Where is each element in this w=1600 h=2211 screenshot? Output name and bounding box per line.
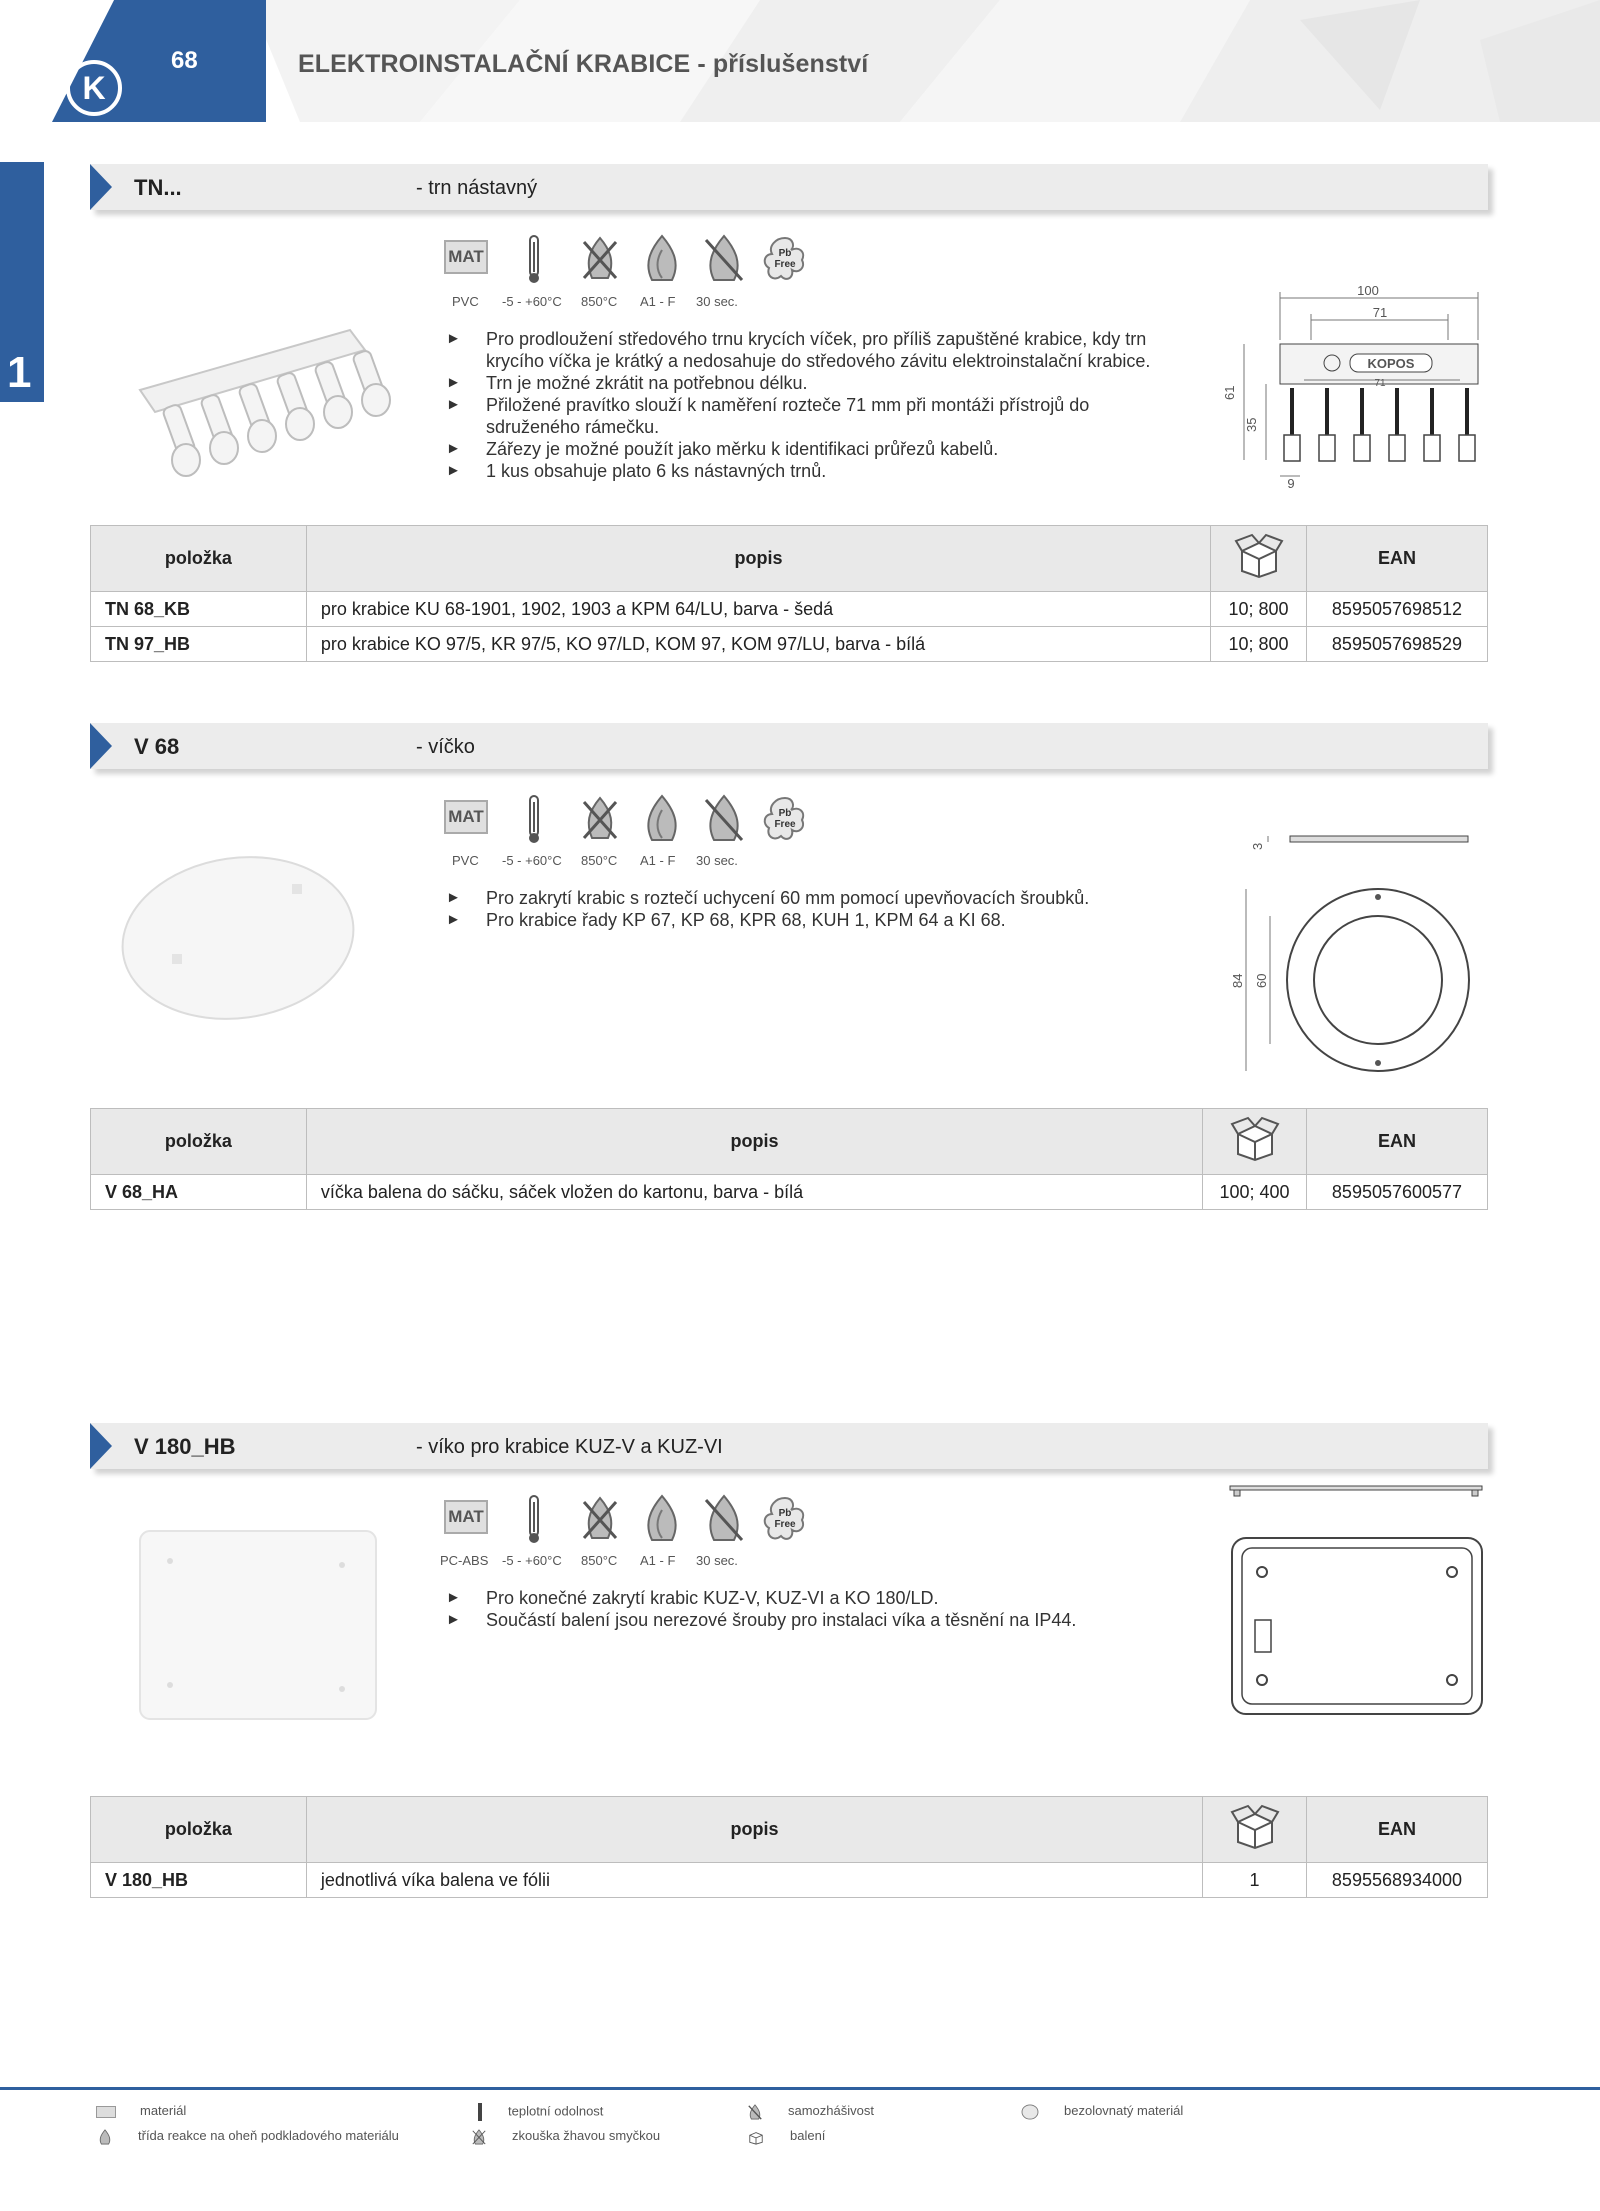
product-photo-tn bbox=[100, 320, 430, 490]
fire-class-icon bbox=[640, 1494, 684, 1544]
technical-drawing-v68 bbox=[1220, 830, 1490, 1080]
product-desc: - víko pro krabice KUZ-V a KUZ-VI bbox=[416, 1436, 723, 1458]
glow-wire-icon bbox=[578, 794, 622, 844]
legend-pb-free: bezolovnatý materiál bbox=[1020, 2103, 1183, 2120]
svg-text:Free: Free bbox=[774, 819, 796, 830]
pb-free-icon bbox=[1020, 2104, 1040, 2120]
svg-text:Pb: Pb bbox=[778, 248, 792, 259]
technical-drawing-v180 bbox=[1220, 1480, 1490, 1740]
pb-free-icon bbox=[760, 1494, 810, 1544]
col-item: položka bbox=[91, 526, 307, 592]
svg-text:3: 3 bbox=[1250, 842, 1265, 850]
table-header-row: položka popis EAN bbox=[91, 1109, 1488, 1175]
table-header-row bbox=[91, 526, 1488, 592]
pb-free-icon bbox=[760, 234, 810, 284]
technical-drawing-tn bbox=[1220, 280, 1500, 495]
product-code: V 180_HB bbox=[134, 1434, 236, 1459]
col-package bbox=[1203, 1109, 1307, 1175]
thermometer-icon bbox=[524, 1494, 544, 1544]
svg-text:Free: Free bbox=[774, 259, 796, 270]
glow-wire-icon bbox=[578, 1494, 622, 1544]
product-desc: - trn nástavný bbox=[416, 177, 538, 199]
product-code: TN... bbox=[134, 175, 182, 200]
page-header bbox=[0, 0, 1600, 122]
svg-text:84: 84 bbox=[1230, 973, 1245, 988]
glow-wire-icon bbox=[470, 2129, 488, 2145]
product-table-v180 bbox=[90, 1796, 1488, 1898]
page-title: ELEKTROINSTALAČNÍ KRABICE - příslušenství bbox=[298, 50, 869, 78]
legend-packaging: balení bbox=[746, 2128, 825, 2145]
thermometer-icon bbox=[524, 794, 544, 844]
self-extinguishing-icon bbox=[746, 2104, 764, 2120]
feature-list-v68 bbox=[446, 887, 1206, 931]
box-icon bbox=[746, 2129, 766, 2145]
svg-text:Free: Free bbox=[774, 1519, 796, 1530]
feature-item: ► Trn je možné zkrátit na potřebnou délku. bbox=[446, 372, 1206, 394]
mat-icon bbox=[96, 2106, 116, 2118]
svg-text:71: 71 bbox=[1374, 378, 1386, 389]
feature-item: ► Pro zakrytí krabic s roztečí uchycení 60 mm pomocí upevňovacích šroubků. bbox=[446, 887, 1206, 909]
section-bar-v180 bbox=[90, 1423, 1488, 1469]
property-icons bbox=[444, 234, 824, 286]
svg-text:9: 9 bbox=[1287, 476, 1295, 491]
table-row: TN 97_HB pro krabice KO 97/5, KR 97/5, KO 97/LD, KOM 97, KOM 97/LU, barva - bílá 10; 800 8595057698529 bbox=[91, 627, 1488, 662]
fire-class-icon bbox=[96, 2129, 114, 2145]
svg-text:Pb: Pb bbox=[778, 808, 792, 819]
section-bar-v68 bbox=[90, 723, 1488, 769]
legend-fire-class: třída reakce na oheň podkladového materiálu bbox=[96, 2128, 399, 2145]
table-row: TN 68_KB pro krabice KU 68-1901, 1902, 1903 a KPM 64/LU, barva - šedá 10; 800 8595057698512 bbox=[91, 592, 1488, 627]
col-desc: popis bbox=[306, 526, 1210, 592]
feature-item: ► Pro prodloužení středového trnu krycích víček, pro příliš zapuštěné krabice, kdy trn krycího víčka je krátký a nedosahuje do středového závitu elektroinstalační krabice. bbox=[446, 328, 1206, 372]
legend-self-ext: samozhášivost bbox=[746, 2103, 874, 2120]
chapter-tab: 1 bbox=[0, 162, 44, 402]
svg-text:35: 35 bbox=[1244, 417, 1259, 432]
page-number: 68 bbox=[171, 47, 198, 74]
table-row: V 68_HA víčka balena do sáčku, sáček vložen do kartonu, barva - bílá 100; 400 8595057600577 bbox=[91, 1175, 1488, 1210]
table-row: V 180_HB jednotlivá víka balena ve fólii 1 8595568934000 bbox=[91, 1863, 1488, 1898]
glow-wire-icon bbox=[578, 234, 622, 284]
legend-material: materiál bbox=[96, 2103, 186, 2118]
feature-item: ► Součástí balení jsou nerezové šrouby pro instalaci víka a těsnění na IP44. bbox=[446, 1609, 1206, 1631]
product-photo-v68 bbox=[110, 850, 370, 1030]
svg-text:KOPOS: KOPOS bbox=[1367, 356, 1415, 371]
box-icon bbox=[1230, 1804, 1280, 1850]
col-ean: EAN bbox=[1307, 526, 1488, 592]
property-icons bbox=[444, 794, 824, 846]
self-extinguishing-icon bbox=[702, 1494, 746, 1544]
section-bar-tn bbox=[90, 164, 1488, 210]
product-code: V 68 bbox=[134, 734, 180, 759]
legend-glow-wire: zkouška žhavou smyčkou bbox=[470, 2128, 660, 2145]
svg-text:60: 60 bbox=[1254, 973, 1269, 988]
feature-item: ► Zářezy je možné použít jako měrku k identifikaci průřezů kabelů. bbox=[446, 438, 1206, 460]
feature-item: ► Pro konečné zakrytí krabic KUZ-V, KUZ-VI a KO 180/LD. bbox=[446, 1587, 1206, 1609]
fire-class-icon bbox=[640, 794, 684, 844]
fire-class-icon bbox=[640, 234, 684, 284]
feature-item: ► Přiložené pravítko slouží k naměření rozteče 71 mm při montáži přístrojů do sdruženého rámečku. bbox=[446, 394, 1106, 438]
legend-temperature: teplotní odolnost bbox=[476, 2103, 603, 2121]
mat-icon: MAT bbox=[444, 800, 488, 834]
feature-list-tn bbox=[446, 328, 1206, 482]
pb-free-icon bbox=[760, 794, 810, 844]
feature-item: ► 1 kus obsahuje plato 6 ks nástavných trnů. bbox=[446, 460, 1206, 482]
feature-item: ► Pro krabice řady KP 67, KP 68, KPR 68, KUH 1, KPM 64 a KI 68. bbox=[446, 909, 1206, 931]
feature-list-v180 bbox=[446, 1587, 1206, 1631]
thermometer-icon bbox=[478, 2103, 482, 2121]
thermometer-icon bbox=[524, 234, 544, 284]
table-header-row: položka popis EAN bbox=[91, 1797, 1488, 1863]
kopos-logo: K bbox=[66, 60, 122, 116]
svg-text:Pb: Pb bbox=[778, 1508, 792, 1519]
mat-icon: MAT bbox=[444, 1500, 488, 1534]
box-icon bbox=[1230, 1116, 1280, 1162]
footer-line bbox=[0, 2087, 1600, 2090]
self-extinguishing-icon bbox=[702, 234, 746, 284]
product-desc: - víčko bbox=[416, 736, 475, 758]
svg-text:61: 61 bbox=[1222, 385, 1237, 400]
svg-text:71: 71 bbox=[1372, 305, 1388, 320]
product-photo-v180 bbox=[130, 1525, 390, 1725]
property-icons bbox=[444, 1494, 824, 1546]
self-extinguishing-icon bbox=[702, 794, 746, 844]
box-icon bbox=[1234, 533, 1284, 579]
col-package bbox=[1211, 526, 1307, 592]
product-table-tn bbox=[90, 525, 1488, 662]
col-package bbox=[1203, 1797, 1307, 1863]
mat-icon: MAT bbox=[444, 240, 488, 274]
svg-text:100: 100 bbox=[1357, 283, 1379, 298]
product-table-v68 bbox=[90, 1108, 1488, 1210]
